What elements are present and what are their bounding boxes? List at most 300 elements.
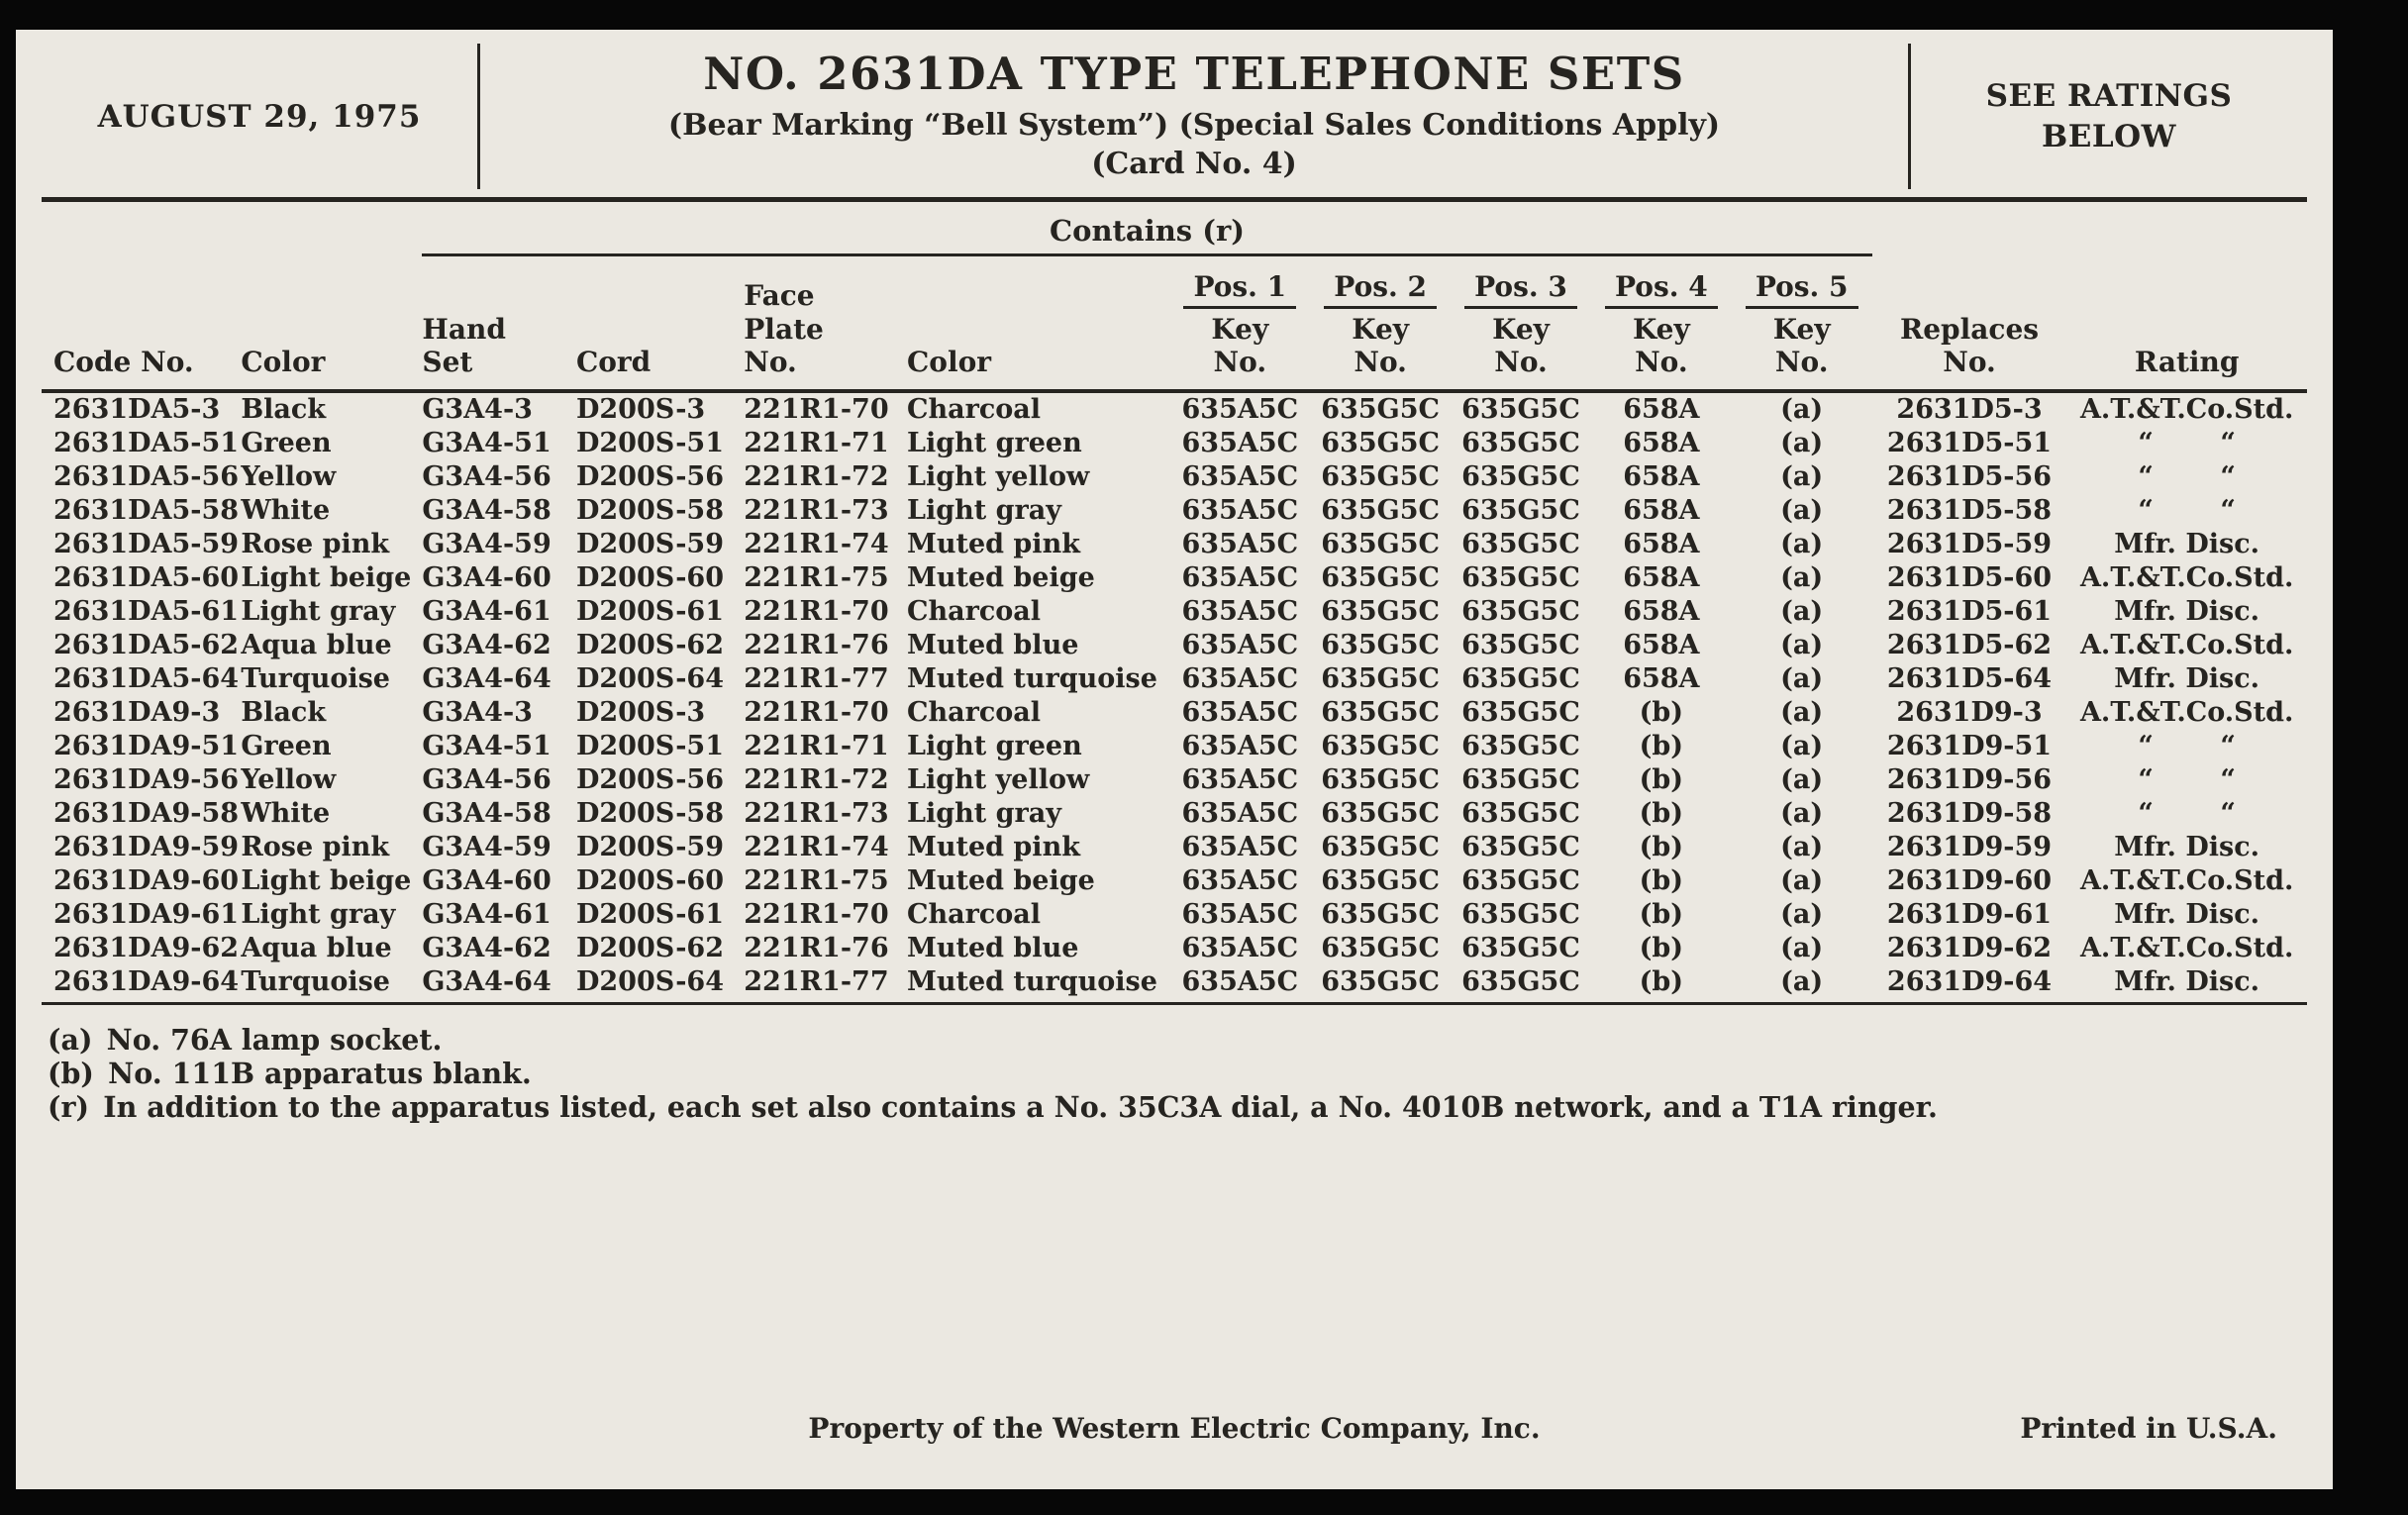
column-header-rating	[2066, 255, 2307, 391]
footnote-r: (r) In addition to the apparatus listed, each set also contains a No. 35C3A dial, a No. 4010B network, and a T1A ringer.	[48, 1089, 1938, 1124]
pos1-label: Pos. 1	[1183, 270, 1296, 309]
table-cell: D200S-3	[575, 393, 706, 425]
table-cell: 635G5C	[1321, 797, 1440, 829]
table-cell: Yellow	[241, 763, 337, 795]
table-cell: 2631D9-64	[1872, 965, 2067, 1004]
table-cell: Mfr. Disc.	[2114, 528, 2260, 559]
table-cell: A.T.&T.Co.Std.	[2079, 629, 2294, 660]
table-cell: Light gray	[906, 494, 1061, 526]
table-cell: Light gray	[906, 797, 1061, 829]
table-cell: (a)	[1780, 763, 1824, 795]
masthead	[42, 44, 2307, 202]
table-cell: 635G5C	[1461, 898, 1580, 930]
table-cell: White	[241, 494, 331, 526]
table-cell: Turquoise	[241, 965, 422, 1004]
table-cell: 635G5C	[1321, 595, 1440, 627]
column-header-faceplate	[744, 255, 907, 391]
handset-header-line2: Set	[422, 346, 473, 379]
footer-printed-notice: Printed in U.S.A.	[2020, 1412, 2277, 1445]
table-cell: 635G5C	[1321, 494, 1440, 526]
pos5-label: Pos. 5	[1746, 270, 1858, 309]
table-cell: 635G5C	[1321, 393, 1440, 425]
table-cell: D200S-61	[575, 595, 724, 627]
table-cell: D200S-3	[575, 696, 706, 728]
table-cell: Light beige	[241, 561, 412, 593]
table-cell: Mfr. Disc.	[2114, 898, 2260, 930]
table-cell: 635A5C	[1181, 730, 1299, 761]
table-cell: 635G5C	[1461, 528, 1580, 559]
table-cell: 2631D5-64	[1886, 662, 2053, 694]
table-cell: 635G5C	[1321, 898, 1440, 930]
table-cell: 635G5C	[1321, 763, 1440, 795]
table-cell: (a)	[1780, 797, 1824, 829]
table-cell: 635G5C	[1461, 595, 1580, 627]
table-cell: D200S-64	[575, 662, 724, 694]
pos4-key-label: Key	[1632, 312, 1690, 346]
table-cell: 2631DA9-64	[42, 965, 241, 1004]
table-cell: “ “	[2138, 460, 2236, 492]
table-cell: 221R1-71	[744, 730, 889, 761]
table-cell: 221R1-72	[744, 460, 889, 492]
table-cell: 635G5C	[1321, 528, 1440, 559]
table-cell: 658A	[1623, 393, 1700, 425]
table-cell: Aqua blue	[241, 629, 392, 660]
table-cell: A.T.&T.Co.Std.	[2079, 864, 2294, 896]
table-cell: 635G5C	[1461, 831, 1580, 862]
page-subtitle: (Bear Marking “Bell System”) (Special Sales Conditions Apply)	[667, 108, 1721, 143]
table-cell: Charcoal	[906, 696, 1042, 728]
pos3-no-label: No.	[1494, 346, 1548, 379]
table-cell: 635G5C	[1321, 696, 1440, 728]
table-cell: 658A	[1623, 494, 1700, 526]
contains-row	[42, 214, 2307, 255]
column-header-row	[42, 255, 2307, 391]
table-row	[42, 629, 2307, 662]
faceplate-header-line3: No.	[744, 346, 797, 379]
table-cell: 2631DA5-62	[53, 629, 240, 660]
table-cell: 221R1-72	[744, 763, 889, 795]
code-header-label: Code No.	[53, 346, 194, 379]
table-cell: D200S-60	[575, 561, 724, 593]
table-cell: 635G5C	[1461, 427, 1580, 458]
table-cell: 635G5C	[1461, 763, 1580, 795]
table-cell: Muted beige	[906, 864, 1095, 896]
table-row	[42, 662, 2307, 696]
table-cell: (b)	[1639, 763, 1684, 795]
table-cell: 635A5C	[1181, 763, 1299, 795]
table-cell: Light green	[906, 427, 1082, 458]
table-cell: 635A5C	[1169, 965, 1310, 1004]
table-cell: D200S-64	[576, 965, 744, 1004]
table-cell: D200S-51	[575, 730, 724, 761]
table-cell: 635G5C	[1321, 629, 1440, 660]
table-cell: (b)	[1639, 831, 1684, 862]
table-cell: (a)	[1780, 831, 1824, 862]
table-row	[42, 696, 2307, 730]
table-cell: D200S-62	[575, 629, 724, 660]
handset-header-line1: Hand	[422, 312, 506, 346]
card-number: (Card No. 4)	[1091, 147, 1297, 181]
table-cell: D200S-56	[575, 763, 724, 795]
column-header-pos1	[1169, 255, 1310, 391]
table-cell: 635A5C	[1181, 662, 1299, 694]
table-cell: Mfr. Disc.	[2066, 965, 2307, 1004]
table-cell: Aqua blue	[241, 932, 392, 963]
table-cell: 635G5C	[1321, 662, 1440, 694]
table-cell: 635G5C	[1321, 864, 1440, 896]
contains-label: Contains (r)	[422, 214, 1871, 255]
table-row	[42, 965, 2307, 1004]
table-cell: 635A5C	[1181, 932, 1299, 963]
table-cell: Muted blue	[906, 932, 1079, 963]
pos3-key-label: Key	[1492, 312, 1550, 346]
table-cell: Muted pink	[906, 528, 1080, 559]
table-cell: 221R1-70	[744, 696, 889, 728]
color-header-label: Color	[241, 346, 326, 379]
table-cell: G3A4-51	[422, 730, 552, 761]
table-cell: 2631DA5-61	[53, 595, 240, 627]
table-cell: G3A4-59	[422, 528, 552, 559]
table-cell: D200S-62	[575, 932, 724, 963]
table-cell: D200S-61	[575, 898, 724, 930]
table-cell: 2631D5-61	[1886, 595, 2053, 627]
pos1-key-label: Key	[1211, 312, 1269, 346]
table-cell: 221R1-70	[744, 595, 889, 627]
table-cell: Mfr. Disc.	[2114, 831, 2260, 862]
table-row	[42, 528, 2307, 561]
table-cell: Muted turquoise	[906, 662, 1157, 694]
table-cell: 635G5C	[1461, 696, 1580, 728]
table-cell: Mfr. Disc.	[2114, 662, 2260, 694]
table-cell: G3A4-3	[422, 696, 533, 728]
table-cell: 2631D9-58	[1886, 797, 2053, 829]
table-cell: 635A5C	[1181, 427, 1299, 458]
table-row	[42, 797, 2307, 831]
telephone-sets-table	[42, 214, 2307, 1005]
table-cell: 2631D5-51	[1886, 427, 2053, 458]
page-footer	[16, 1412, 2333, 1446]
table-cell: 2631D9-56	[1886, 763, 2053, 795]
table-cell: Turquoise	[241, 662, 390, 694]
table-cell: (b)	[1639, 864, 1684, 896]
table-cell: “ “	[2138, 730, 2236, 761]
table-cell: 635G5C	[1461, 932, 1580, 963]
table-cell: Muted beige	[906, 561, 1095, 593]
table-cell: (a)	[1780, 460, 1824, 492]
table-cell: Mfr. Disc.	[2114, 595, 2260, 627]
table-cell: Green	[241, 427, 332, 458]
table-cell: 221R1-74	[744, 831, 889, 862]
table-cell: G3A4-64	[422, 965, 576, 1004]
table-cell: 635A5C	[1181, 629, 1299, 660]
table-cell: 635A5C	[1181, 393, 1299, 425]
table-cell: 635G5C	[1321, 831, 1440, 862]
table-cell: G3A4-64	[422, 662, 552, 694]
table-cell: White	[241, 797, 331, 829]
table-cell: A.T.&T.Co.Std.	[2079, 932, 2294, 963]
table-cell: 221R1-70	[744, 898, 889, 930]
rating-header-label: Rating	[2134, 346, 2240, 379]
table-cell: 2631DA9-61	[53, 898, 240, 930]
table-cell: 635G5C	[1461, 460, 1580, 492]
pos2-label: Pos. 2	[1324, 270, 1437, 309]
table-cell: 221R1-77	[744, 965, 907, 1004]
table-cell: Yellow	[241, 460, 337, 492]
table-cell: (a)	[1780, 393, 1824, 425]
table-cell: 221R1-76	[744, 932, 889, 963]
table-cell: (a)	[1780, 864, 1824, 896]
column-header-pos2	[1310, 255, 1451, 391]
table-cell: G3A4-61	[422, 898, 552, 930]
table-cell: D200S-59	[575, 831, 724, 862]
table-cell: 635G5C	[1461, 561, 1580, 593]
table-cell: 635A5C	[1181, 494, 1299, 526]
table-cell: 2631DA5-56	[53, 460, 240, 492]
page-title: NO. 2631DA TYPE TELEPHONE SETS	[703, 48, 1685, 100]
table-cell: 658A	[1623, 460, 1700, 492]
table-cell: G3A4-58	[422, 797, 552, 829]
table-cell: (b)	[1639, 898, 1684, 930]
table-cell: 2631DA9-56	[53, 763, 240, 795]
table-cell: 2631D5-56	[1886, 460, 2053, 492]
table-cell: 635A5C	[1181, 561, 1299, 593]
table-cell: D200S-51	[575, 427, 724, 458]
table-cell: 635G5C	[1321, 932, 1440, 963]
table-cell: A.T.&T.Co.Std.	[2079, 393, 2294, 425]
cord-header-label: Cord	[575, 346, 652, 379]
table-cell: 2631DA9-51	[53, 730, 240, 761]
table-cell: G3A4-51	[422, 427, 552, 458]
table-cell: 635A5C	[1181, 595, 1299, 627]
table-cell: Charcoal	[906, 898, 1042, 930]
plate-color-header-label: Color	[906, 346, 992, 379]
table-cell: 2631D9-51	[1886, 730, 2053, 761]
table-cell: Light gray	[241, 595, 396, 627]
table-cell: (a)	[1780, 662, 1824, 694]
table-cell: (a)	[1780, 427, 1824, 458]
table-cell: 2631DA5-3	[53, 393, 221, 425]
table-cell: G3A4-60	[422, 864, 552, 896]
table-cell: 221R1-73	[744, 494, 889, 526]
table-cell: A.T.&T.Co.Std.	[2079, 696, 2294, 728]
column-header-plate-color	[907, 255, 1169, 391]
table-cell: 635G5C	[1451, 965, 1591, 1004]
table-cell: G3A4-56	[422, 460, 552, 492]
table-cell: 2631D9-61	[1886, 898, 2053, 930]
table-cell: (a)	[1780, 629, 1824, 660]
table-cell: 2631D5-3	[1896, 393, 2043, 425]
title-block	[477, 44, 1911, 189]
table-cell: 635G5C	[1461, 864, 1580, 896]
table-cell: “ “	[2138, 797, 2236, 829]
table-cell: G3A4-59	[422, 831, 552, 862]
table-cell: 635A5C	[1181, 797, 1299, 829]
column-header-color	[241, 255, 422, 391]
table-cell: 635A5C	[1181, 460, 1299, 492]
table-cell: Rose pink	[241, 831, 390, 862]
table-cell: Muted pink	[906, 831, 1080, 862]
table-cell: 635A5C	[1181, 528, 1299, 559]
table-cell: D200S-58	[575, 494, 724, 526]
column-header-pos4	[1591, 255, 1732, 391]
table-cell: Light beige	[241, 864, 412, 896]
table-cell: Light gray	[241, 898, 396, 930]
table-cell: 635A5C	[1181, 696, 1299, 728]
column-header-replaces	[1872, 255, 2067, 391]
table-cell: 221R1-70	[744, 393, 889, 425]
pos5-key-label: Key	[1772, 312, 1831, 346]
column-header-pos5	[1732, 255, 1872, 391]
faceplate-header-line1: Face	[744, 279, 815, 312]
pos2-key-label: Key	[1352, 312, 1410, 346]
faceplate-header-line2: Plate	[744, 312, 824, 346]
table-cell: 2631DA5-58	[53, 494, 240, 526]
table-cell: (a)	[1780, 561, 1824, 593]
table-cell: 2631D5-58	[1886, 494, 2053, 526]
table-cell: G3A4-58	[422, 494, 552, 526]
table-cell: G3A4-62	[422, 932, 552, 963]
ratings-note-line2: BELOW	[2042, 118, 2176, 154]
table-cell: 221R1-76	[744, 629, 889, 660]
table-cell: 658A	[1623, 662, 1700, 694]
table-cell: Muted turquoise	[907, 965, 1169, 1004]
table-cell: (a)	[1780, 730, 1824, 761]
table-cell: Black	[241, 696, 327, 728]
table-cell: 635A5C	[1181, 898, 1299, 930]
table-cell: 2631DA9-58	[53, 797, 240, 829]
table-cell: 635G5C	[1321, 460, 1440, 492]
table-cell: 2631DA5-59	[53, 528, 240, 559]
table-cell: 221R1-71	[744, 427, 889, 458]
table-cell: G3A4-3	[422, 393, 533, 425]
table-cell: 658A	[1623, 528, 1700, 559]
table-row	[42, 561, 2307, 595]
table-cell: (b)	[1639, 932, 1684, 963]
table-cell: 2631D9-59	[1886, 831, 2053, 862]
table-row	[42, 831, 2307, 864]
pos4-no-label: No.	[1635, 346, 1688, 379]
table-cell: 635G5C	[1310, 965, 1451, 1004]
table-cell: “ “	[2138, 427, 2236, 458]
table-cell: 658A	[1623, 595, 1700, 627]
table-cell: 635A5C	[1181, 831, 1299, 862]
pos2-no-label: No.	[1354, 346, 1407, 379]
ratings-note	[1911, 44, 2307, 189]
table-cell: D200S-56	[575, 460, 724, 492]
table-row	[42, 595, 2307, 629]
document-card	[16, 30, 2333, 1489]
table-cell: (a)	[1780, 898, 1824, 930]
column-header-handset	[422, 255, 576, 391]
table-cell: (b)	[1639, 696, 1684, 728]
table-row	[42, 494, 2307, 528]
table-cell: 635G5C	[1321, 730, 1440, 761]
table-cell: Black	[241, 393, 327, 425]
table-cell: 221R1-77	[744, 662, 889, 694]
table-cell: Light yellow	[906, 763, 1090, 795]
table-cell: Charcoal	[906, 393, 1042, 425]
table-cell: 221R1-75	[744, 561, 889, 593]
table-cell: 2631DA9-62	[53, 932, 240, 963]
table-cell: 221R1-73	[744, 797, 889, 829]
table-cell: (a)	[1780, 696, 1824, 728]
footnotes	[42, 1023, 2307, 1124]
table-cell: 2631D9-60	[1886, 864, 2053, 896]
table-row	[42, 763, 2307, 797]
table-cell: D200S-59	[575, 528, 724, 559]
table-cell: (a)	[1780, 932, 1824, 963]
document-date: AUGUST 29, 1975	[97, 98, 422, 135]
replaces-header-line1: Replaces	[1899, 312, 2040, 346]
table-cell: A.T.&T.Co.Std.	[2079, 561, 2294, 593]
ratings-note-line1: SEE RATINGS	[1985, 78, 2233, 115]
pos4-label: Pos. 4	[1605, 270, 1718, 309]
table-cell: (a)	[1780, 528, 1824, 559]
table-cell: Light green	[906, 730, 1082, 761]
pos1-no-label: No.	[1213, 346, 1267, 379]
table-cell: 2631DA5-51	[53, 427, 240, 458]
footer-property-notice: Property of the Western Electric Company, Inc.	[808, 1412, 1541, 1445]
table-cell: 2631D5-62	[1886, 629, 2053, 660]
table-cell: 635G5C	[1461, 629, 1580, 660]
table-cell: G3A4-61	[422, 595, 552, 627]
table-row	[42, 932, 2307, 965]
table-cell: 2631DA5-64	[53, 662, 240, 694]
table-row	[42, 427, 2307, 460]
table-cell: 635G5C	[1461, 730, 1580, 761]
table-row	[42, 730, 2307, 763]
replaces-header-line2: No.	[1943, 346, 1996, 379]
table-row	[42, 460, 2307, 494]
table-cell: G3A4-62	[422, 629, 552, 660]
table-cell: 2631D9-3	[1896, 696, 2043, 728]
table-cell: (a)	[1780, 494, 1824, 526]
table-cell: 635A5C	[1181, 864, 1299, 896]
table-cell: G3A4-56	[422, 763, 552, 795]
table-cell: 635G5C	[1461, 662, 1580, 694]
table-cell: D200S-60	[575, 864, 724, 896]
pos3-label: Pos. 3	[1464, 270, 1577, 309]
table-cell: G3A4-60	[422, 561, 552, 593]
table-cell: 658A	[1623, 561, 1700, 593]
table-cell: 635G5C	[1461, 393, 1580, 425]
footnote-a: (a) No. 76A lamp socket.	[48, 1022, 443, 1057]
column-header-pos3	[1451, 255, 1591, 391]
table-cell: “ “	[2138, 763, 2236, 795]
table-cell: “ “	[2138, 494, 2236, 526]
table-cell: 2631DA9-60	[53, 864, 240, 896]
table-cell: 2631DA9-3	[53, 696, 221, 728]
table-cell: (b)	[1639, 797, 1684, 829]
table-cell: (b)	[1639, 730, 1684, 761]
column-header-cord	[576, 255, 744, 391]
table-cell: Light yellow	[906, 460, 1090, 492]
table-cell: Muted blue	[906, 629, 1079, 660]
table-cell: 2631DA9-59	[53, 831, 240, 862]
table-cell: 2631D9-62	[1886, 932, 2053, 963]
table-cell: 658A	[1623, 629, 1700, 660]
table-cell: 2631D5-59	[1886, 528, 2053, 559]
table-cell: 221R1-75	[744, 864, 889, 896]
table-cell: (a)	[1732, 965, 1872, 1004]
table-row	[42, 898, 2307, 932]
table-cell: 635G5C	[1461, 494, 1580, 526]
pos5-no-label: No.	[1774, 346, 1829, 379]
table-body	[42, 391, 2307, 1004]
table-cell: Charcoal	[906, 595, 1042, 627]
table-cell: 221R1-74	[744, 528, 889, 559]
table-cell: Rose pink	[241, 528, 390, 559]
